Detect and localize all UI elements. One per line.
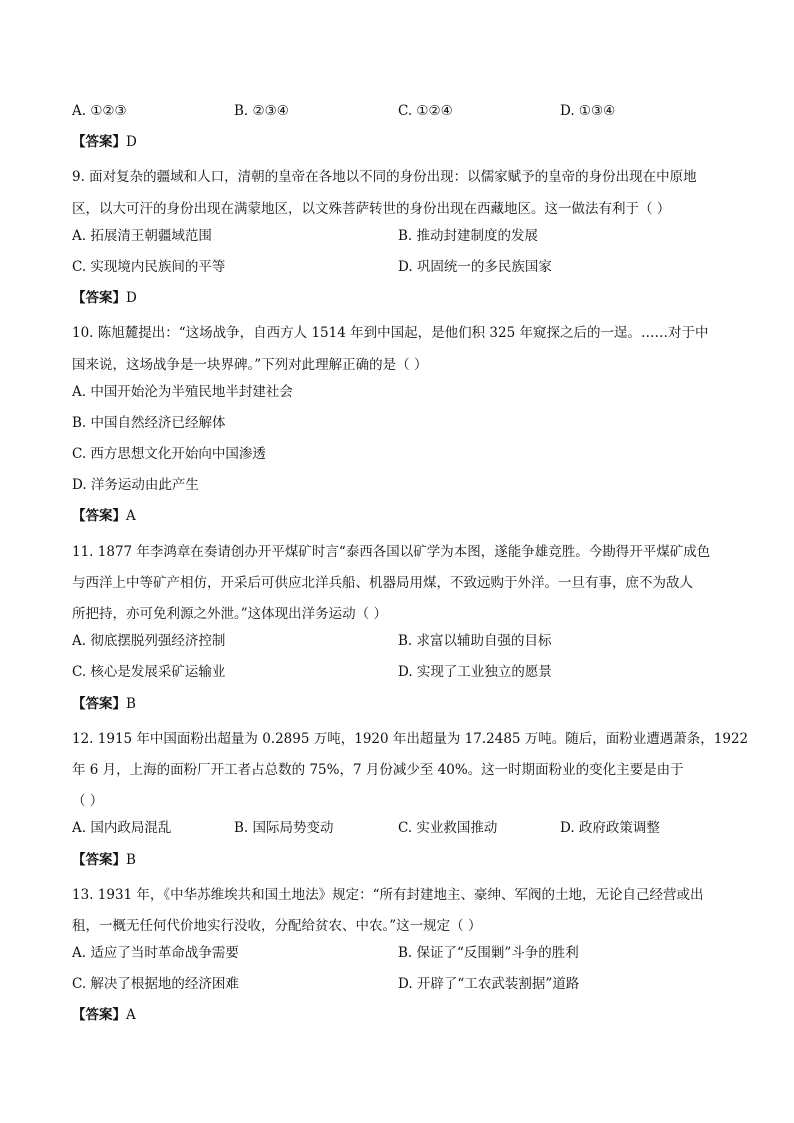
q12-options (72, 817, 724, 848)
q13-option-c: C. 解决了根据地的经济困难 (72, 976, 239, 993)
q12-option-a: A. 国内政局混乱 (72, 820, 172, 837)
q10-option-b (72, 412, 724, 443)
q10-option-c-text: C. 西方思想文化开始向中国渗透 (72, 446, 266, 463)
q10-answer (72, 505, 724, 536)
q9-options-row-2 (72, 256, 724, 287)
q11-options-row-1 (72, 630, 724, 661)
q9-option-b: B. 推动封建制度的发展 (398, 227, 539, 244)
q9-stem-line: 区，以大可汗的身份出现在满蒙地区，以文殊菩萨转世的身份出现在西藏地区。这一做法有利于（ ） (72, 200, 671, 217)
q12-option-d: D. 政府政策调整 (560, 820, 660, 837)
q10-option-b-text: B. 中国自然经济已经解体 (72, 414, 226, 431)
answer-value: D (126, 290, 137, 307)
q10-stem-line: 10. 陈旭麓提出：“这场战争，自西方人 1514 年到中国起，是他们积 325 年窥探之后的一逞。……对于中 (72, 325, 709, 342)
q9-option-a: A. 拓展清王朝疆域范围 (72, 227, 212, 244)
q9-options-row-1 (72, 225, 724, 256)
q13-stem (72, 880, 724, 942)
answer-label: 【答案】 (72, 508, 126, 525)
q11-option-d: D. 实现了工业独立的愿景 (398, 664, 552, 681)
q10-option-d (72, 474, 724, 505)
answer-value: B (126, 695, 136, 712)
q11-answer (72, 693, 724, 724)
q9-stem (72, 162, 724, 224)
answer-value: B (126, 851, 136, 868)
q10-option-c (72, 443, 724, 474)
q8-option-b: B. ②③④ (234, 103, 289, 119)
q11-stem-line: 所把持，亦可免利源之外泄。”这体现出洋务运动（ ） (72, 606, 387, 622)
answer-value: D (126, 134, 137, 151)
q8-answer (72, 131, 724, 162)
q12-answer (72, 849, 724, 880)
q8-option-d: D. ①③④ (560, 103, 616, 119)
q11-options-row-2 (72, 661, 724, 692)
q10-option-a (72, 381, 724, 412)
q10-stem-line: 国来说，这场战争是一块界碑。”下列对此理解正确的是（ ） (72, 356, 428, 373)
q13-answer (72, 1004, 724, 1035)
q13-option-d: D. 开辟了“工农武装割据”道路 (398, 976, 580, 993)
answer-label: 【答案】 (72, 134, 126, 151)
q13-options-row-1 (72, 942, 724, 973)
q8-option-a: A. ①②③ (72, 103, 127, 119)
q11-option-b: B. 求富以辅助自强的目标 (398, 633, 552, 650)
q13-option-b: B. 保证了“反围剿”斗争的胜利 (398, 945, 579, 962)
q9-option-d: D. 巩固统一的多民族国家 (398, 258, 552, 275)
q10-option-d-text: D. 洋务运动由此产生 (72, 477, 199, 494)
q8-options (72, 100, 724, 131)
q11-option-a: A. 彻底摆脱列强经济控制 (72, 633, 226, 650)
q12-stem-line: 年 6 月，上海的面粉厂开工者占总数的 75%，7 月份减少至 40%。这一时期面粉业的变化主要是由于 (72, 761, 684, 778)
q11-option-c: C. 核心是发展采矿运输业 (72, 664, 226, 681)
q10-stem (72, 318, 724, 380)
answer-label: 【答案】 (72, 290, 126, 307)
answer-label: 【答案】 (72, 1007, 126, 1024)
answer-label: 【答案】 (72, 695, 126, 712)
q12-stem-line: 12. 1915 年中国面粉出超量为 0.2895 万吨，1920 年出超量为 17.2485 万吨。随后，面粉业遭遇萧条，1922 (72, 730, 749, 747)
q8-option-c: C. ①②④ (398, 103, 453, 119)
answer-value: A (126, 1007, 136, 1024)
q11-stem (72, 537, 724, 631)
q13-option-a: A. 适应了当时革命战争需要 (72, 945, 239, 962)
q13-stem-line: 租，一概无任何代价地实行没收，分配给贫农、中农。”这一规定（ ） (72, 917, 482, 934)
q12-stem (72, 724, 749, 818)
document-page (72, 100, 749, 1036)
q10-option-a-text: A. 中国开始沦为半殖民地半封建社会 (72, 383, 293, 400)
q9-answer (72, 287, 724, 318)
q12-option-c: C. 实业救国推动 (398, 820, 498, 837)
q13-options-row-2 (72, 973, 724, 1004)
q9-option-c: C. 实现境内民族间的平等 (72, 258, 226, 275)
answer-value: A (126, 508, 136, 525)
q12-stem-line: （ ） (72, 793, 104, 810)
q9-stem-line: 9. 面对复杂的疆域和人口，清朝的皇帝在各地以不同的身份出现：以儒家赋予的皇帝的身份出现在中原地 (72, 169, 697, 186)
q11-stem-line: 与西洋上中等矿产相仿，开采后可供应北洋兵船、机器局用煤，不致远购于外洋。一旦有事，庶不为敌人 (72, 574, 693, 591)
q11-stem-line: 11. 1877 年李鸿章在奏请创办开平煤矿时言“泰西各国以矿学为本图，遂能争雄竞胜。今勘得开平煤矿成色 (72, 543, 711, 560)
q12-option-b: B. 国际局势变动 (234, 820, 334, 837)
answer-label: 【答案】 (72, 851, 126, 868)
q13-stem-line: 13. 1931 年，《中华苏维埃共和国土地法》规定：“所有封建地主、豪绅、军阀的土地，无论自己经营或出 (72, 886, 704, 903)
